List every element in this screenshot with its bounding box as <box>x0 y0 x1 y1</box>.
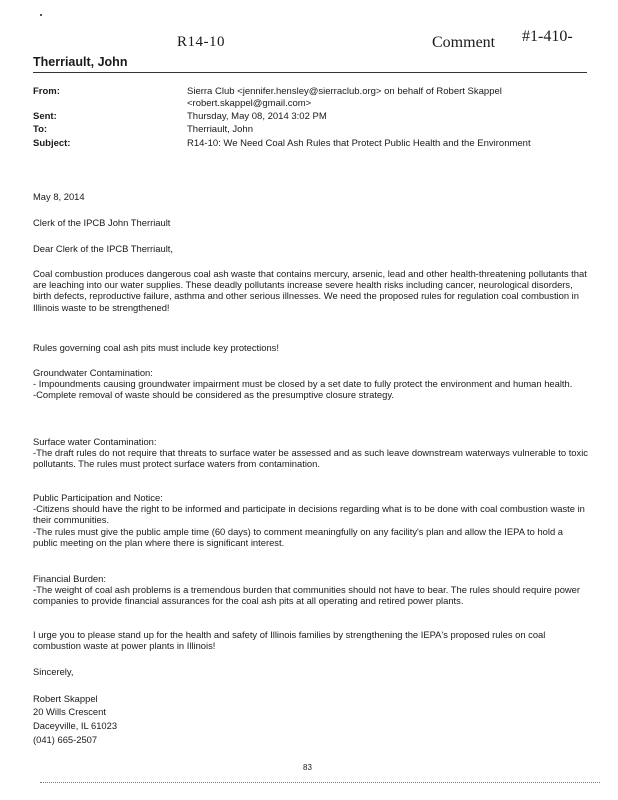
bottom-scan-line <box>40 782 600 783</box>
sent-label: Sent: <box>33 111 57 122</box>
to-value: Therriault, John <box>187 124 254 135</box>
signature-name: Robert Skappel <box>33 693 98 704</box>
header-rule <box>33 72 587 73</box>
signature-phone: (041) 665-2507 <box>33 734 98 745</box>
financial-burden-heading: Financial Burden: <box>33 573 106 584</box>
public-participation-heading: Public Participation and Notice: <box>33 492 163 503</box>
letter-addressee: Clerk of the IPCB John Therriault <box>33 217 171 228</box>
public-participation-item: -Citizens should have the right to be informed and participate in decisions regarding what is to be done with coal combustion waste in their communities. <box>33 503 585 526</box>
page-number: 83 <box>303 763 312 772</box>
surface-water-section <box>33 436 588 470</box>
docket-number: R14-10 <box>177 34 225 50</box>
from-label: From: <box>33 86 60 97</box>
intro-paragraph: Coal combustion produces dangerous coal ash waste that contains mercury, arsenic, lead and other health-threatening pollutants that are leaching into our water supplies. These deadly pollutants increase severe health risks including cancer, neurological disorders, birth defects, reproductive failure, asthma and other serious illnesses. We need the proposed rules for regulation coal combustion in Illinois waste to be strengthened! <box>33 268 587 313</box>
from-value-line2: <robert.skappel@gmail.com> <box>187 98 312 109</box>
financial-burden-section <box>33 573 588 607</box>
signature-street: 20 Wills Crescent <box>33 706 106 717</box>
comment-label: Comment <box>432 34 496 51</box>
letter-salutation: Dear Clerk of the IPCB Therriault, <box>33 243 173 254</box>
public-participation-item: -The rules must give the public ample time (60 days) to comment meaningfully on any facility's plan and allow the IEPA to hold a public meeting on the plan where there is significant interest. <box>33 525 564 548</box>
surface-water-item: -The draft rules do not require that threats to surface water be assessed and as such leave downstream waterways vulnerable to toxic pollutants. The rules must protect surface waters from contamination. <box>33 447 588 470</box>
signoff: Sincerely, <box>33 666 74 677</box>
to-label: To: <box>33 124 48 135</box>
rules-line: Rules governing coal ash pits must include key protections! <box>33 342 279 353</box>
sent-value: Thursday, May 08, 2014 3:02 PM <box>187 111 327 122</box>
scan-speck <box>40 14 42 16</box>
surface-water-heading: Surface water Contamination: <box>33 436 157 447</box>
recipient-name-header: Therriault, John <box>33 55 128 69</box>
from-value-line1: Sierra Club <jennifer.hensley@sierraclub.org> on behalf of Robert Skappel <box>187 86 502 97</box>
subject-label: Subject: <box>33 138 71 149</box>
groundwater-section <box>33 367 588 401</box>
groundwater-heading: Groundwater Contamination: <box>33 367 153 378</box>
financial-burden-item: -The weight of coal ash problems is a tremendous burden that communities should not have to bear. The rules should require power companies to provide financial assurances for the coal ash pits at all operating and retired power plants. <box>33 584 581 607</box>
signature-city: Daceyville, IL 61023 <box>33 720 118 731</box>
letter-date: May 8, 2014 <box>33 191 85 202</box>
comment-number: #1-410- <box>522 28 573 45</box>
subject-value: R14-10: We Need Coal Ash Rules that Protect Public Health and the Environment <box>187 138 531 149</box>
groundwater-item: -Complete removal of waste should be considered as the presumptive closure strategy. <box>33 389 394 401</box>
groundwater-item: - Impoundments causing groundwater impairment must be closed by a set date to fully protect the environment and human health. <box>33 378 573 390</box>
public-participation-section <box>33 492 588 548</box>
closing-paragraph: I urge you to please stand up for the health and safety of Illinois families by strengthening the IEPA's proposed rules on coal combustion waste at power plants in Illinois! <box>33 629 546 652</box>
